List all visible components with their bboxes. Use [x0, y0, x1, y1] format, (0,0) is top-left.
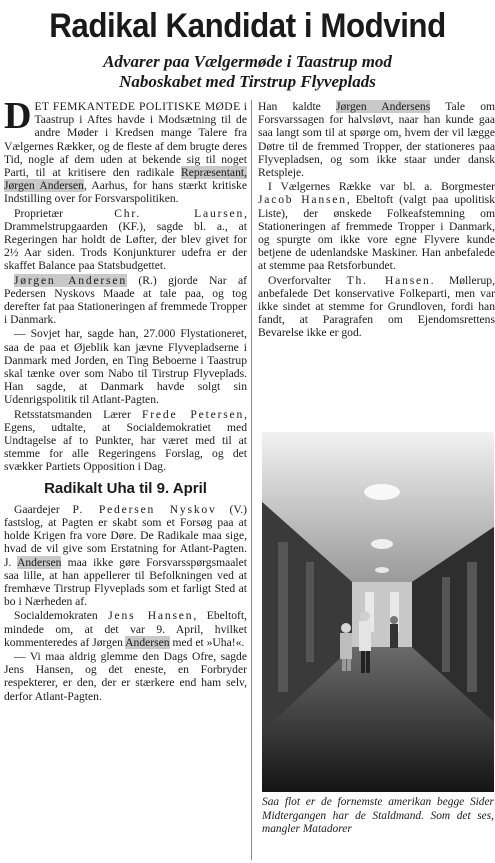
photo-caption: Saa flot er de fornemste amerikan begge Sider Midtergangen har de Staldmand. Som det ses, mangler Matadorer: [262, 796, 494, 836]
highlight-candidate: Jørgen Andersens: [336, 100, 431, 113]
paragraph-laursen: Proprietær Chr. Laursen, Drammelstrupgaarden (KF.), sagde bl. a., at Regeringen har holdt de Løfter, der blev givet for 2½ Aar siden. Trods Konjunkturer udefra er der skaffet Balance paa Statsbudgettet.: [4, 206, 247, 273]
article-column-left: [4, 100, 247, 860]
subheadline-line-1: Advarer paa Vælgermøde i Taastrup mod: [103, 52, 392, 71]
headline: Radikal Kandidat i Modvind: [49, 7, 446, 45]
highlight-candidate: Repræsentant, Jørgen Andersen: [4, 166, 247, 193]
corridor-photo-illustration: [262, 432, 494, 792]
paragraph-jacob-hansen: I Vælgernes Række var bl. a. Borgmester Jacob Hansen, Ebeltoft (valgt paa upolitisk Liste), der ønskede Folkeafstemning om Stationeringen af fremmede Tropper i Danmark, og spurgte om ikke vore egne Flyvere kunde betjene de udenlandske Maskiner. Han anbefalede at stemme paa Retsforbundet.: [258, 180, 495, 273]
article-column-right: [258, 100, 495, 430]
highlight-candidate: Andersen: [125, 635, 170, 649]
paragraph-petersen: Retsstatsmanden Lærer Frede Petersen, Egens, udtalte, at Socialdemokratiet med Undtagelse af to Punkter, har været med til at stemme for alle Regeringens Forslag, og det svækker Partiets Opposition i Dag.: [4, 407, 247, 474]
paragraph-tale: Han kaldte Jørgen Andersens Tale om Forsvarssagen for halvsløvt, naar han kunde gaa saa langt som til at spørge om, hvem der vil lægge Døtre til de fremmed Tropper, der stationeres paa Flyvepladsen, og som ikke staar under dansk Retspleje.: [258, 100, 495, 180]
paragraph-andersen: Jørgen Andersen (R.) gjorde Nar af Pedersen Nyskovs Maade at tale paa, og tog derefter fat paa Stationeringen af fremmede Tropper i Danmark.: [4, 273, 247, 327]
drop-cap: D: [4, 100, 32, 137]
news-photo: [262, 432, 494, 792]
subheadline-line-2: Naboskabet med Tirstrup Flyveplads: [119, 72, 376, 91]
paragraph-ofre: — Vi maa aldrig glemme den Dags Ofre, sagde Jens Hansen, og det eneste, en Forbryder respekterer, er den, der er stærkere end ham selv, derfor Atlant-Pagten.: [4, 649, 247, 703]
paragraph-sovjet: — Sovjet har, sagde han, 27.000 Flystationeret, saa de paa et Øjeblik kan jævne Flyvepladserne i Danmark med Jorden, en Ting Beboerne i Taastrup skal tænke over som Nabo til Tirstrup Flyveplads. Han sagde, at Danmark havde solgt sin Udenrigspolitik til Atlant-Pagten.: [4, 327, 247, 407]
paragraph-th-hansen: Overforvalter Th. Hansen. Møllerup, anbefalede Det konservative Folkeparti, men var ikke sindet at stemme for Grundloven, fordi han fandt, at Paragrafen om Ejendomsrettens Bevarelse ikke er god.: [258, 273, 495, 340]
paragraph-nyskov: Gaardejer P. Pedersen Nyskov (V.) fastslog, at Pagten er skabt som et Forsøg paa at holde Krigen fra vore Døre. De Radikale maa sige, hvad de vil give som Erstatning for Atlant-Pagten. J. Andersen maa ikke gøre Forsvarsspørgsmaalet saa lille, at han appellerer til Befolkningen ved at fremhæve Tirstrup Flyveplads som et farligt Sted at bo i Nærheden af.: [4, 502, 247, 609]
paragraph-jens-hansen: Socialdemokraten Jens Hansen, Ebeltoft, mindede om, at det var 9. April, hvilket kommenteredes af Jørgen Andersen med et »Uha!«.: [4, 609, 247, 649]
section-heading: Radikalt Uha til 9. April: [44, 479, 207, 497]
highlight-candidate: Andersen: [16, 555, 62, 569]
lead-paragraph: DET FEMKANTEDE POLITISKE MØDE i Taastrup i Aftes havde i Modsætning til de andre Møder i Kredsen mange Talere fra Vælgernes Rækker, og de fleste af dem brugte deres Tid, nogle af dem uden at bekende sig til noget Parti, til at kritisere den radikale Repræsentant, Jørgen Andersen, Aarhus, for hans stærkt kritiske Indstilling over for Forsvarspolitiken.: [4, 100, 247, 206]
highlight-candidate: Jørgen Andersen: [14, 273, 127, 287]
column-rule: [251, 100, 252, 860]
